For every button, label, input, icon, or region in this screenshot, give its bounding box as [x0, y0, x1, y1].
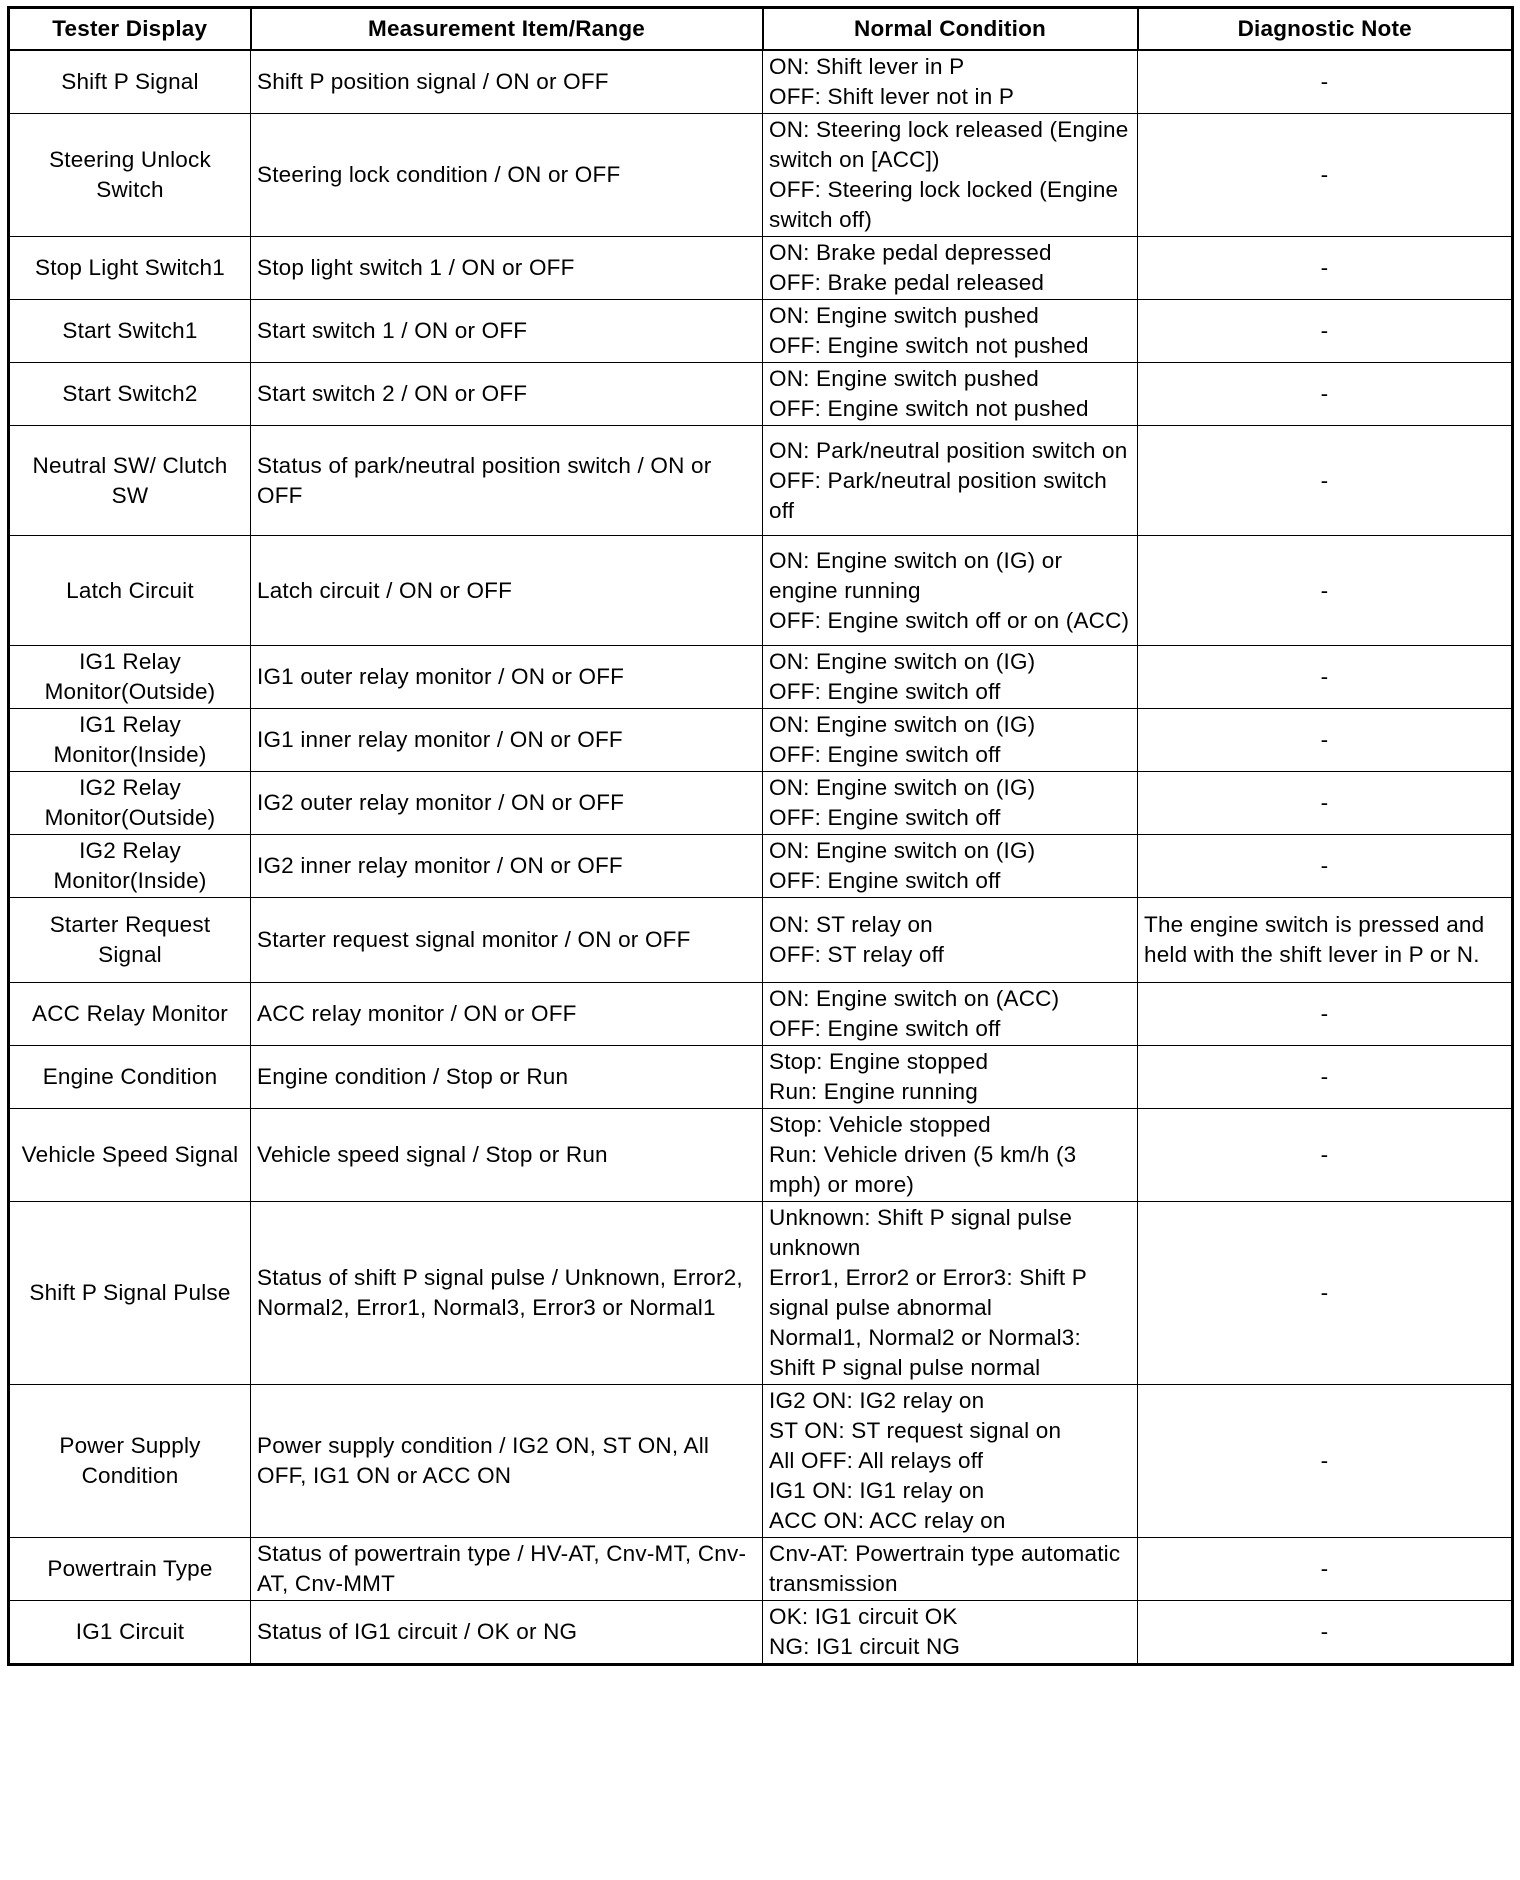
diagnostic-note-cell: - — [1138, 646, 1513, 709]
data-list-table — [7, 6, 1514, 1666]
measurement-item-cell: Power supply condition / IG2 ON, ST ON, All OFF, IG1 ON or ACC ON — [251, 1385, 763, 1538]
normal-condition-cell — [763, 426, 1138, 536]
diagnostic-note-cell: The engine switch is pressed and held with the shift lever in P or N. — [1138, 898, 1513, 983]
normal-condition-cell — [763, 1046, 1138, 1109]
normal-condition-line: Error1, Error2 or Error3: Shift P signal pulse abnormal — [769, 1265, 1087, 1320]
normal-condition-line: ON: Brake pedal depressed — [769, 240, 1052, 265]
table-row — [9, 363, 1513, 426]
diagnostic-note-cell: - — [1138, 50, 1513, 114]
table-row — [9, 983, 1513, 1046]
tester-display-cell: IG1 Circuit — [9, 1601, 251, 1665]
normal-condition-line: ON: Steering lock released (Engine switch on [ACC]) — [769, 117, 1129, 172]
measurement-item-cell: IG1 inner relay monitor / ON or OFF — [251, 709, 763, 772]
table-row — [9, 1046, 1513, 1109]
normal-condition-cell — [763, 772, 1138, 835]
measurement-item-cell: Status of park/neutral position switch / ON or OFF — [251, 426, 763, 536]
measurement-item-cell: Steering lock condition / ON or OFF — [251, 114, 763, 237]
measurement-item-cell: Start switch 1 / ON or OFF — [251, 300, 763, 363]
tester-display-cell: Start Switch1 — [9, 300, 251, 363]
normal-condition-line: OK: IG1 circuit OK — [769, 1604, 958, 1629]
normal-condition-line: All OFF: All relays off — [769, 1448, 984, 1473]
measurement-item-cell: ACC relay monitor / ON or OFF — [251, 983, 763, 1046]
measurement-item-cell: Starter request signal monitor / ON or OFF — [251, 898, 763, 983]
normal-condition-line: Run: Engine running — [769, 1079, 978, 1104]
normal-condition-line: ON: Shift lever in P — [769, 54, 965, 79]
normal-condition-line: OFF: ST relay off — [769, 942, 945, 967]
table-row — [9, 898, 1513, 983]
table-row — [9, 709, 1513, 772]
diagnostic-note-cell: - — [1138, 1202, 1513, 1385]
tester-display-cell: Engine Condition — [9, 1046, 251, 1109]
normal-condition-cell — [763, 983, 1138, 1046]
measurement-item-cell: IG2 inner relay monitor / ON or OFF — [251, 835, 763, 898]
normal-condition-line: ON: Park/neutral position switch on — [769, 437, 1128, 463]
normal-condition-line: ON: Engine switch on (IG) — [769, 775, 1036, 800]
measurement-item-cell: IG1 outer relay monitor / ON or OFF — [251, 646, 763, 709]
normal-condition-line: ON: Engine switch on (IG) or engine running — [769, 547, 1063, 603]
normal-condition-line: OFF: Steering lock locked (Engine switch off) — [769, 177, 1119, 232]
tester-display-cell: Stop Light Switch1 — [9, 237, 251, 300]
measurement-item-cell: Status of shift P signal pulse / Unknown, Error2, Normal2, Error1, Normal3, Error3 or Normal1 — [251, 1202, 763, 1385]
table-row — [9, 426, 1513, 536]
normal-condition-line: OFF: Shift lever not in P — [769, 84, 1015, 109]
tester-display-cell: Steering Unlock Switch — [9, 114, 251, 237]
normal-condition-cell — [763, 50, 1138, 114]
normal-condition-line: ON: Engine switch pushed — [769, 366, 1039, 391]
measurement-item-cell: Vehicle speed signal / Stop or Run — [251, 1109, 763, 1202]
normal-condition-cell — [763, 709, 1138, 772]
normal-condition-cell — [763, 1601, 1138, 1665]
normal-condition-cell — [763, 898, 1138, 983]
diagnostic-note-cell: - — [1138, 1109, 1513, 1202]
header-normal-condition: Normal Condition — [763, 8, 1138, 51]
normal-condition-line: ST ON: ST request signal on — [769, 1418, 1062, 1443]
table-row — [9, 772, 1513, 835]
header-diagnostic-note: Diagnostic Note — [1138, 8, 1513, 51]
normal-condition-line: OFF: Engine switch off — [769, 1016, 1001, 1041]
normal-condition-line: ON: Engine switch on (ACC) — [769, 986, 1060, 1011]
measurement-item-cell: Start switch 2 / ON or OFF — [251, 363, 763, 426]
diagnostic-note-cell: - — [1138, 426, 1513, 536]
measurement-item-cell: Status of powertrain type / HV-AT, Cnv-MT, Cnv-AT, Cnv-MMT — [251, 1538, 763, 1601]
header-measurement-item: Measurement Item/Range — [251, 8, 763, 51]
diagnostic-note-cell: - — [1138, 1601, 1513, 1665]
tester-display-cell: Latch Circuit — [9, 536, 251, 646]
normal-condition-line: Stop: Vehicle stopped — [769, 1112, 991, 1137]
diagnostic-note-cell: - — [1138, 772, 1513, 835]
table-row — [9, 50, 1513, 114]
measurement-item-cell: IG2 outer relay monitor / ON or OFF — [251, 772, 763, 835]
tester-display-cell: IG1 Relay Monitor(Inside) — [9, 709, 251, 772]
tester-display-cell: Shift P Signal Pulse — [9, 1202, 251, 1385]
header-tester-display: Tester Display — [9, 8, 251, 51]
normal-condition-cell — [763, 363, 1138, 426]
normal-condition-line: ON: Engine switch on (IG) — [769, 712, 1036, 737]
normal-condition-cell — [763, 536, 1138, 646]
tester-display-cell: Shift P Signal — [9, 50, 251, 114]
measurement-item-cell: Stop light switch 1 / ON or OFF — [251, 237, 763, 300]
table-header-row — [9, 8, 1513, 51]
normal-condition-line: IG2 ON: IG2 relay on — [769, 1388, 985, 1413]
tester-display-cell: Vehicle Speed Signal — [9, 1109, 251, 1202]
normal-condition-line: OFF: Engine switch off — [769, 679, 1001, 704]
normal-condition-line: OFF: Engine switch off — [769, 742, 1001, 767]
normal-condition-line: Cnv-AT: Powertrain type automatic transmission — [769, 1541, 1121, 1596]
tester-display-cell: Start Switch2 — [9, 363, 251, 426]
tester-display-cell: Power Supply Condition — [9, 1385, 251, 1538]
normal-condition-line: ON: Engine switch pushed — [769, 303, 1039, 328]
diagnostic-note-cell: - — [1138, 300, 1513, 363]
normal-condition-cell — [763, 1202, 1138, 1385]
diagnostic-note-cell: - — [1138, 1385, 1513, 1538]
normal-condition-cell — [763, 1538, 1138, 1601]
normal-condition-line: NG: IG1 circuit NG — [769, 1634, 961, 1659]
normal-condition-line: ON: ST relay on — [769, 912, 933, 937]
normal-condition-line: OFF: Brake pedal released — [769, 270, 1045, 295]
table-row — [9, 1109, 1513, 1202]
diagnostic-note-cell: - — [1138, 709, 1513, 772]
normal-condition-line: OFF: Engine switch off — [769, 805, 1001, 830]
normal-condition-cell — [763, 1109, 1138, 1202]
measurement-item-cell: Status of IG1 circuit / OK or NG — [251, 1601, 763, 1665]
normal-condition-line: ACC ON: ACC relay on — [769, 1508, 1006, 1533]
normal-condition-line: OFF: Engine switch not pushed — [769, 396, 1089, 421]
measurement-item-cell: Latch circuit / ON or OFF — [251, 536, 763, 646]
normal-condition-cell — [763, 114, 1138, 237]
diagnostic-note-cell: - — [1138, 536, 1513, 646]
normal-condition-line: OFF: Park/neutral position switch off — [769, 467, 1107, 523]
diagnostic-data-table-sheet — [7, 6, 1511, 1666]
diagnostic-note-cell: - — [1138, 835, 1513, 898]
normal-condition-cell — [763, 646, 1138, 709]
tester-display-cell: IG2 Relay Monitor(Outside) — [9, 772, 251, 835]
table-row — [9, 1538, 1513, 1601]
normal-condition-cell — [763, 300, 1138, 363]
table-row — [9, 536, 1513, 646]
normal-condition-line: Stop: Engine stopped — [769, 1049, 989, 1074]
diagnostic-note-cell: - — [1138, 1046, 1513, 1109]
normal-condition-line: Run: Vehicle driven (5 km/h (3 mph) or more) — [769, 1142, 1077, 1197]
table-row — [9, 1385, 1513, 1538]
normal-condition-cell — [763, 237, 1138, 300]
normal-condition-line: Unknown: Shift P signal pulse unknown — [769, 1205, 1073, 1260]
table-row — [9, 114, 1513, 237]
normal-condition-cell — [763, 835, 1138, 898]
normal-condition-line: OFF: Engine switch not pushed — [769, 333, 1089, 358]
diagnostic-note-cell: - — [1138, 114, 1513, 237]
measurement-item-cell: Shift P position signal / ON or OFF — [251, 50, 763, 114]
normal-condition-line: OFF: Engine switch off or on (ACC) — [769, 607, 1130, 633]
diagnostic-note-cell: - — [1138, 363, 1513, 426]
tester-display-cell: Neutral SW/ Clutch SW — [9, 426, 251, 536]
normal-condition-line: Normal1, Normal2 or Normal3: Shift P signal pulse normal — [769, 1325, 1081, 1380]
normal-condition-line: IG1 ON: IG1 relay on — [769, 1478, 985, 1503]
table-row — [9, 300, 1513, 363]
table-row — [9, 646, 1513, 709]
diagnostic-note-cell: - — [1138, 237, 1513, 300]
measurement-item-cell: Engine condition / Stop or Run — [251, 1046, 763, 1109]
table-row — [9, 1202, 1513, 1385]
normal-condition-line: ON: Engine switch on (IG) — [769, 649, 1036, 674]
tester-display-cell: Starter Request Signal — [9, 898, 251, 983]
table-row — [9, 237, 1513, 300]
table-row — [9, 1601, 1513, 1665]
diagnostic-note-cell: - — [1138, 983, 1513, 1046]
table-row — [9, 835, 1513, 898]
normal-condition-line: OFF: Engine switch off — [769, 868, 1001, 893]
tester-display-cell: ACC Relay Monitor — [9, 983, 251, 1046]
normal-condition-line: ON: Engine switch on (IG) — [769, 838, 1036, 863]
tester-display-cell: Powertrain Type — [9, 1538, 251, 1601]
tester-display-cell: IG2 Relay Monitor(Inside) — [9, 835, 251, 898]
diagnostic-note-cell: - — [1138, 1538, 1513, 1601]
tester-display-cell: IG1 Relay Monitor(Outside) — [9, 646, 251, 709]
table-body — [9, 50, 1513, 1665]
normal-condition-cell — [763, 1385, 1138, 1538]
